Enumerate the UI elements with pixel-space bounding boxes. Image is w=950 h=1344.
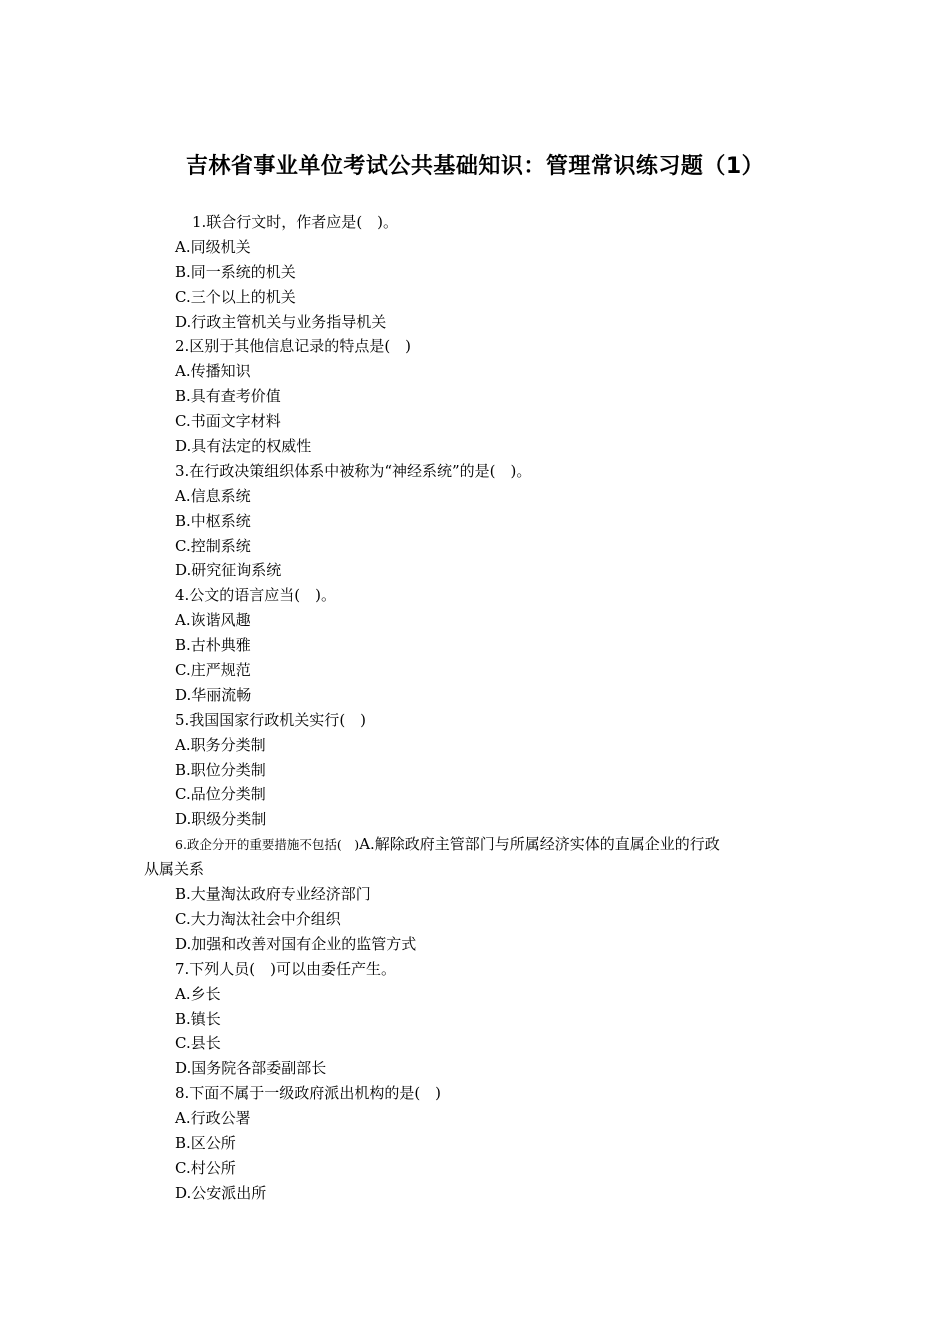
question-5 [144, 708, 814, 832]
option-d: D.研究征询系统 [175, 561, 282, 580]
question-stem-continuation: 从属关系 [144, 860, 205, 879]
option-c: C.控制系统 [175, 536, 251, 555]
option-d: D.行政主管机关与业务指导机关 [175, 312, 387, 331]
option-b: B.同一系统的机关 [175, 262, 296, 281]
option-b: B.镇长 [175, 1009, 221, 1028]
option-c: C.村公所 [175, 1158, 236, 1177]
question-stem: 3.在行政决策组织体系中被称为“神经系统”的是( )。 [175, 461, 532, 480]
option-b: B.古朴典雅 [175, 636, 251, 655]
option-c: C.大力淘汰社会中介组织 [175, 909, 341, 928]
option-d: D.国务院各部委副部长 [175, 1059, 327, 1078]
question-3 [144, 459, 814, 583]
question-8 [144, 1081, 814, 1205]
question-stem: 1.联合行文时，作者应是( )。 [192, 213, 399, 231]
option-a: A.乡长 [175, 984, 221, 1003]
question-7 [144, 957, 814, 1081]
option-a: A.信息系统 [175, 486, 251, 505]
option-d: D.华丽流畅 [175, 685, 252, 704]
question-list [144, 210, 814, 1206]
question-6 [144, 832, 814, 956]
option-d: D.公安派出所 [175, 1183, 267, 1202]
option-a: A.诙谐风趣 [175, 611, 251, 630]
option-b: B.中枢系统 [175, 511, 251, 530]
option-c: C.庄严规范 [175, 661, 251, 680]
page-title: 吉林省事业单位考试公共基础知识：管理常识练习题（1） [185, 154, 765, 179]
option-d: D.职级分类制 [175, 810, 267, 829]
question-stem-prefix: 6.政企分开的重要措施不包括( ) [175, 837, 360, 853]
option-a: A.传播知识 [175, 362, 251, 381]
question-2 [144, 334, 814, 458]
option-a: A.职务分类制 [175, 735, 266, 754]
option-a: A.同级机关 [175, 237, 251, 256]
question-stem: 4.公文的语言应当( )。 [175, 586, 337, 605]
question-stem [144, 832, 814, 857]
question-stem: 7.下列人员( )可以由委任产生。 [175, 959, 397, 978]
question-4 [144, 583, 814, 707]
option-c: C.三个以上的机关 [175, 287, 296, 306]
option-c: C.县长 [175, 1034, 221, 1053]
option-b: B.职位分类制 [175, 760, 266, 779]
question-1 [144, 210, 814, 334]
option-d: D.具有法定的权威性 [175, 437, 312, 456]
option-b: B.大量淘汰政府专业经济部门 [175, 885, 371, 904]
option-c: C.书面文字材料 [175, 412, 281, 431]
question-stem: 8.下面不属于一级政府派出机构的是( ) [175, 1084, 442, 1103]
option-a: A.行政公署 [175, 1109, 251, 1128]
question-stem: 2.区别于其他信息记录的特点是( ) [175, 337, 412, 356]
option-d: D.加强和改善对国有企业的监管方式 [175, 934, 417, 953]
question-stem: 5.我国国家行政机关实行( ) [175, 710, 367, 729]
option-b: B.具有查考价值 [175, 387, 281, 406]
option-b: B.区公所 [175, 1133, 236, 1152]
question-stem-option-a: A.解除政府主管部门与所属经济实体的直属企业的行政 [359, 835, 720, 854]
option-c: C.品位分类制 [175, 785, 266, 804]
